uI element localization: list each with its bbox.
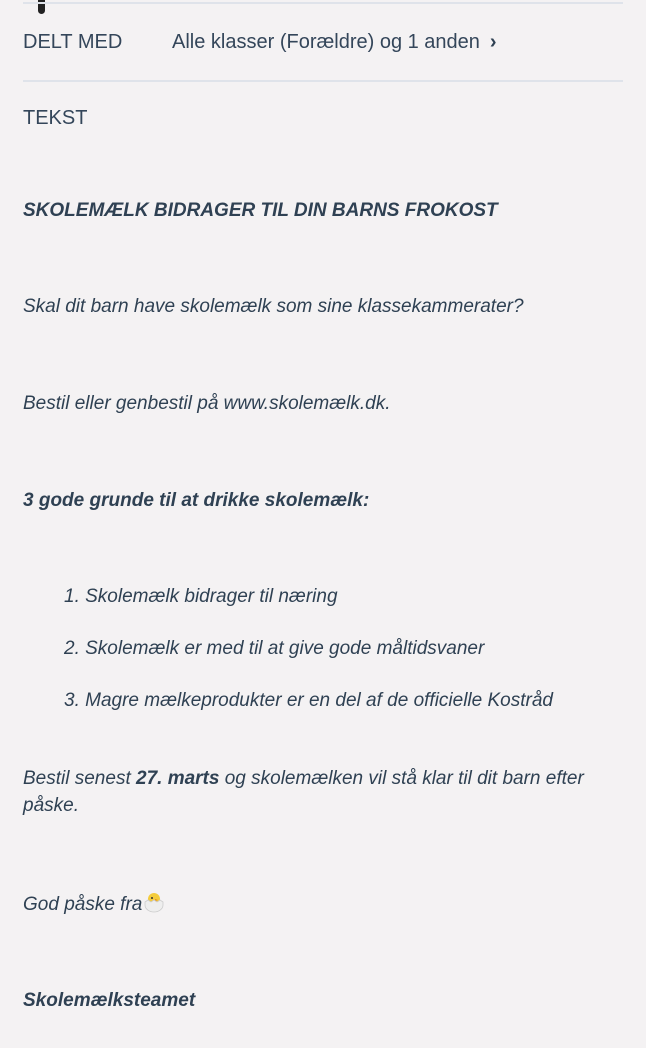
list-item: 3. Magre mælkeprodukter er en del af de officielle Kostråd (64, 690, 553, 711)
list-item: 2. Skolemælk er med til at give gode måltidsvaner (64, 638, 485, 659)
greeting-text: God påske fra (23, 894, 143, 915)
greeting (23, 890, 623, 918)
chevron-right-icon: › (489, 31, 497, 53)
list-item: 1. Skolemælk bidrager til næring (64, 586, 338, 607)
divider (23, 80, 623, 82)
divider (23, 2, 623, 4)
shared-with-value: Alle klasser (Forældre) og 1 anden (172, 31, 480, 53)
message-heading: SKOLEMÆLK BIDRAGER TIL DIN BARNS FROKOST (23, 200, 498, 221)
deadline-paragraph (23, 765, 623, 819)
deadline-date: 27. marts (136, 768, 220, 789)
message-paragraph[interactable]: Bestil eller genbestil på www.skolemælk.dk. (23, 393, 391, 414)
reasons-heading: 3 gode grunde til at drikke skolemælk: (23, 490, 370, 511)
text: og skolemælken vil stå klar til dit barn efter påske. (23, 768, 584, 816)
message-paragraph: Skal dit barn have skolemælk som sine klassekammerater? (23, 296, 524, 317)
shared-with-label: DELT MED (23, 31, 123, 53)
shared-with-link[interactable] (172, 31, 497, 54)
text-section-label: TEKST (23, 107, 88, 129)
text: Bestil senest (23, 768, 136, 789)
hatching-chick-icon (142, 890, 166, 912)
signature: Skolemælksteamet (23, 990, 196, 1011)
